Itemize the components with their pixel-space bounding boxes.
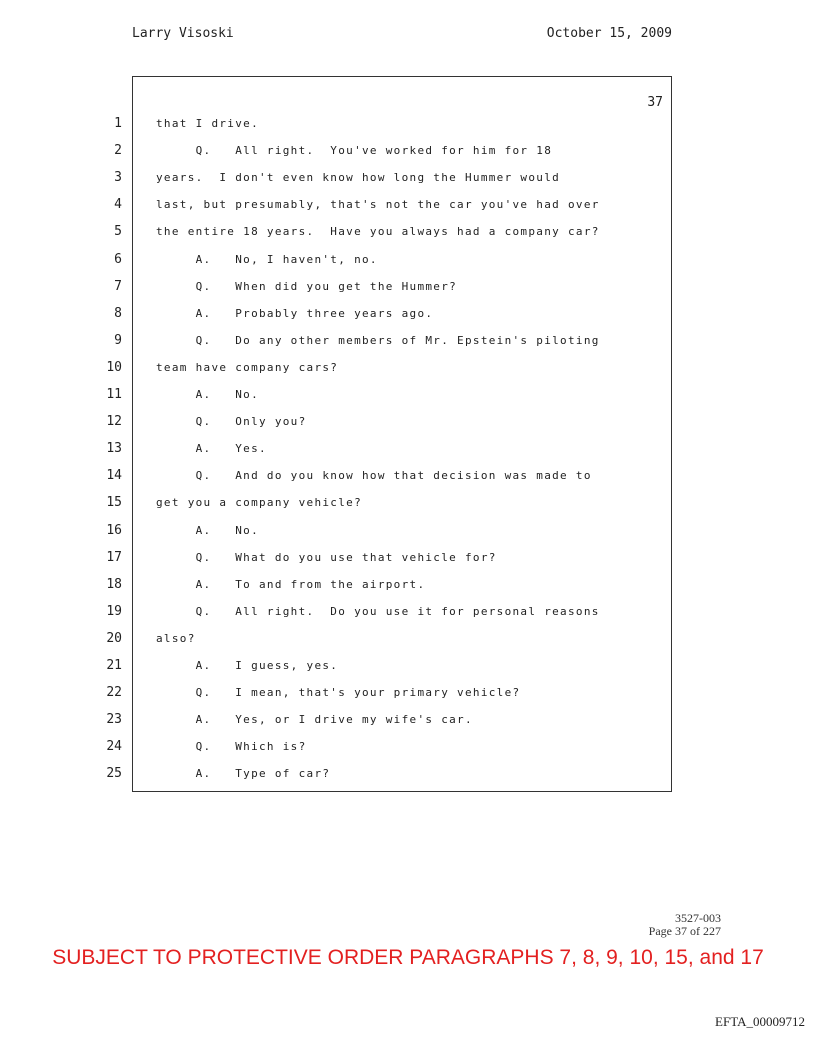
line-number: 1 bbox=[114, 116, 122, 131]
line-number: 7 bbox=[114, 278, 122, 294]
line-number: 10 bbox=[106, 359, 122, 375]
line-number: 3 bbox=[114, 170, 122, 186]
line-text: Q. I mean, that's your primary vehicle? bbox=[156, 686, 521, 700]
line-number: 14 bbox=[106, 468, 122, 484]
line-text: that I drive. bbox=[156, 117, 259, 130]
line-text: get you a company vehicle? bbox=[156, 496, 362, 510]
line-text: Q. What do you use that vehicle for? bbox=[156, 550, 497, 564]
line-text: Q. Only you? bbox=[156, 415, 307, 429]
line-number: 25 bbox=[106, 766, 122, 782]
line-text: Q. All right. You've worked for him for 18 bbox=[156, 144, 553, 158]
line-text: Q. Do any other members of Mr. Epstein's piloting bbox=[156, 333, 600, 347]
footer-case-block bbox=[649, 912, 721, 938]
line-number: 22 bbox=[106, 685, 122, 701]
line-text: team have company cars? bbox=[156, 360, 339, 374]
bates-number: EFTA_00009712 bbox=[715, 1014, 805, 1029]
page-of: Page 37 of 227 bbox=[648, 924, 721, 938]
line-text: A. No, I haven't, no. bbox=[156, 252, 378, 266]
line-number: 2 bbox=[114, 143, 122, 159]
line-number: 18 bbox=[106, 576, 122, 592]
transcript-page-number: 37 bbox=[647, 95, 663, 110]
line-number: 17 bbox=[106, 549, 122, 565]
line-text: A. No. bbox=[156, 523, 259, 537]
line-number: 24 bbox=[106, 739, 122, 755]
line-text: A. Yes. bbox=[156, 442, 267, 456]
line-number: 23 bbox=[106, 712, 122, 728]
line-text: last, but presumably, that's not the car you've had over bbox=[156, 198, 600, 212]
line-text: A. No. bbox=[156, 388, 259, 401]
line-number: 13 bbox=[106, 441, 122, 457]
line-text: Q. When did you get the Hummer? bbox=[156, 279, 458, 293]
protective-order-notice: SUBJECT TO PROTECTIVE ORDER PARAGRAPHS 7, 8, 9, 10, 15, and 17 bbox=[52, 946, 764, 969]
line-text: A. Type of car? bbox=[156, 767, 331, 781]
line-number: 12 bbox=[106, 414, 122, 430]
line-text: A. Probably three years ago. bbox=[156, 306, 434, 320]
deposition-date: October 15, 2009 bbox=[546, 26, 672, 41]
line-number: 6 bbox=[114, 251, 122, 267]
line-number: 4 bbox=[114, 197, 122, 213]
line-number: 9 bbox=[114, 332, 122, 348]
line-number: 19 bbox=[106, 603, 122, 619]
line-number: 16 bbox=[106, 522, 122, 538]
line-text: A. Yes, or I drive my wife's car. bbox=[156, 713, 473, 727]
line-text: also? bbox=[156, 631, 196, 645]
line-number: 20 bbox=[106, 630, 122, 646]
line-text: A. I guess, yes. bbox=[156, 659, 339, 672]
line-number: 8 bbox=[114, 305, 122, 321]
line-number: 11 bbox=[106, 387, 122, 402]
case-id: 3527-003 bbox=[675, 911, 721, 925]
line-text: Q. All right. Do you use it for personal reasons bbox=[156, 604, 600, 618]
line-number: 5 bbox=[114, 224, 122, 240]
line-number: 21 bbox=[106, 658, 122, 673]
line-text: years. I don't even know how long the Hummer would bbox=[156, 171, 561, 185]
line-number: 15 bbox=[106, 495, 122, 511]
line-text: A. To and from the airport. bbox=[156, 577, 426, 591]
witness-name: Larry Visoski bbox=[132, 26, 234, 41]
line-text: Q. And do you know how that decision was made to bbox=[156, 469, 592, 483]
line-text: Q. Which is? bbox=[156, 740, 307, 754]
line-text: the entire 18 years. Have you always had a company car? bbox=[156, 225, 600, 239]
